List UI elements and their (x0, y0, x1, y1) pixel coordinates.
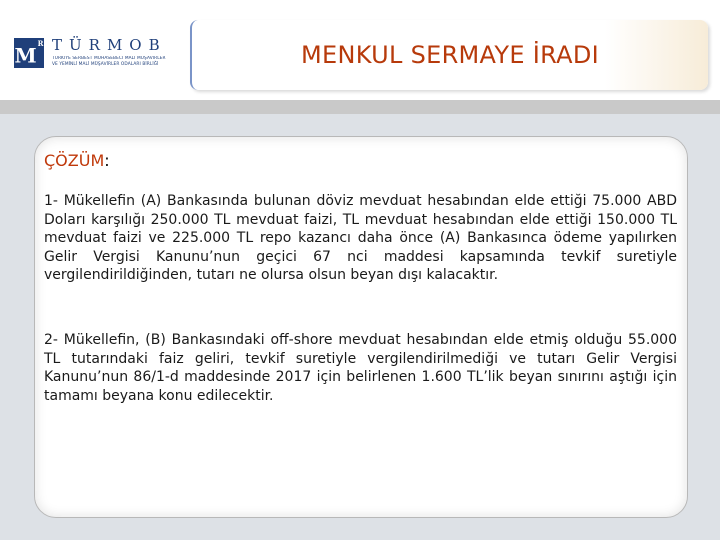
solution-heading (44, 151, 110, 170)
logo-subtitle (52, 56, 184, 68)
solution-heading-word: ÇÖZÜM (44, 151, 105, 170)
logo-subtitle-line2: VE YEMİNLİ MALİ MÜŞAVİRLER ODALARI BİRLİĞİ (52, 62, 159, 67)
logo-subtitle-line1: TÜRKİYE SERBEST MUHASEBECİ MALİ MÜŞAVİRLER (52, 56, 166, 61)
header-divider (0, 100, 720, 114)
solution-paragraph-1: 1- Mükellefin (A) Bankasında bulunan döviz mevduat hesabından elde ettiği 75.000 ABD Doları karşılığı 250.000 TL mevduat faizi, TL mevduat hesabından elde ettiği 150.000 TL mevduat faizi ve 225.000 TL repo kazancı daha önce (A) Bankasınca ödeme yapılırken Gelir Vergisi Kanunu’nun geçici 67 nci maddesi kapsamında tevkif suretiyle vergilendirildiğinden, tutarı ne olursa olsun beyan dışı kalacaktır. (44, 193, 677, 284)
solution-paragraph-2: 2- Mükellefin, (B) Bankasındaki off-shore mevduat hesabından elde etmiş olduğu 55.000 TL tutarındaki faiz geliri, tevkif suretiyle vergilendirilmediği ve tutarı Gelir Vergisi Kanunu’nun 86/1-d maddesinde 2017 için belirlenen 1.600 TL’lik beyan sınırını aştığı için tamamı beyana konu edilecektir. (44, 332, 677, 404)
logo-mark: $M^R$ (14, 39, 44, 68)
title-panel (190, 20, 708, 90)
slide-title: MENKUL SERMAYE İRADI (300, 41, 600, 69)
solution-heading-colon: : (104, 151, 110, 170)
slide-header (0, 0, 720, 100)
logo-name: TÜRMOB (52, 36, 167, 54)
turmob-logo (14, 34, 182, 76)
